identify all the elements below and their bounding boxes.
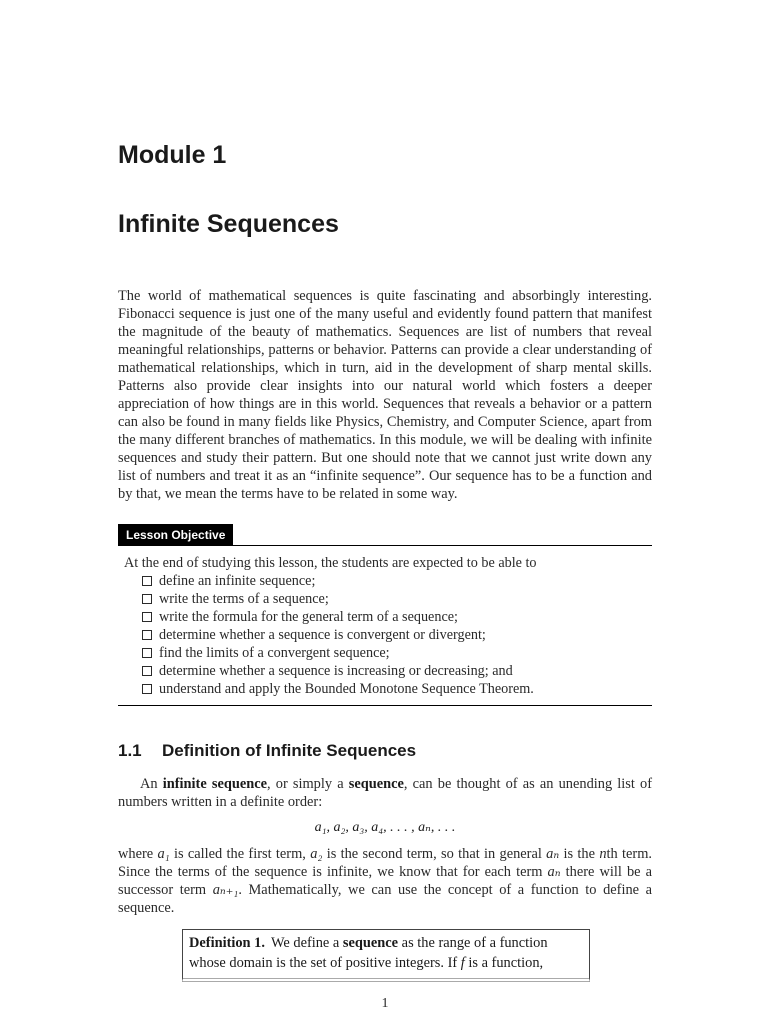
list-item-text: define an infinite sequence; [159,573,316,589]
checkbox-icon [142,684,152,694]
list-item [142,590,652,608]
module-label: Module 1 [118,141,227,169]
lesson-objective-label: Lesson Objective [118,524,233,546]
section-heading [118,740,416,762]
definition-label: Definition 1. [189,935,265,951]
checkbox-icon [142,576,152,586]
list-item-text: find the limits of a convergent sequence; [159,645,390,661]
text-span: , or simply a [267,776,349,792]
checkbox-icon [142,666,152,676]
text-span: is a function, [464,955,544,971]
section-number: 1.1 [118,741,142,760]
text-span: where [118,846,158,862]
checkbox-icon [142,594,152,604]
list-item [142,572,652,590]
term-sequence: sequence [348,776,404,792]
list-item [142,644,652,662]
math-symbol: a₁ [157,846,170,862]
divider [233,545,652,546]
list-item [142,680,652,698]
terms-paragraph [118,845,652,917]
checkbox-icon [142,648,152,658]
lesson-objective-header [118,524,652,546]
divider [118,705,652,706]
term-sequence: sequence [342,935,399,951]
math-symbol: aₙ [546,846,560,862]
list-item-text: determine whether a sequence is convergent or divergent; [159,627,486,643]
math-symbol: aₙ [547,864,561,880]
definition-box [182,929,590,982]
text-span: , can be thought of as an unending list of numbers written in a definite order: [118,776,653,810]
list-item-text: understand and apply the Bounded Monotone Sequence Theorem. [159,681,534,697]
math-symbol: n [599,846,607,862]
definition-paragraph [118,775,652,811]
list-item-text: write the formula for the general term of a sequence; [159,609,458,625]
math-symbol: a₂ [310,846,323,862]
lesson-objective-box [118,524,652,706]
text-span: An [140,776,163,792]
text-span: is the [559,846,600,862]
list-item-text: write the terms of a sequence; [159,591,329,607]
text-span: We define a [270,935,343,951]
display-equation: a₁, a₂, a₃, a₄, . . . , aₙ, . . . [314,820,456,835]
page-number: 1 [381,996,389,1011]
math-symbol: aₙ₊₁ [212,882,239,898]
math-symbol: f [460,955,465,971]
list-item [142,626,652,644]
chapter-title: Infinite Sequences [118,210,339,238]
checkbox-icon [142,612,152,622]
document-page [118,0,652,1024]
lesson-objective-body [118,546,652,698]
objective-list [124,572,652,698]
text-span: th term. Since the terms of the sequence is infinite, we know that for each term [118,846,652,880]
text-span: as the range of a function whose domain is the set of positive integers. If [189,935,548,971]
lesson-objective-intro: At the end of studying this lesson, the students are expected to be able to [124,555,537,571]
text-span: there will be a successor term [118,864,652,898]
list-item [142,662,652,680]
list-item [142,608,652,626]
intro-paragraph: The world of mathematical sequences is quite fascinating and absorbingly interesting. Fibonacci sequence is just one of the many useful and evidently found pattern that manifest the magnitude of the beauty of mathematics. Sequences are list of numbers that reveal meaningful relationships, patterns or behavior. Patterns can provide a clear understanding of mathematical relationships, which in turn, aid in the development of sharp mental skills. Patterns also provide clear insights into our natural world which fosters a deeper appreciation of how things are in this world. Sequences that reveals a behavior or a pattern can also be found in many fields like Physics, Chemistry, and Computer Science, apart from the many different branches of mathematics. In this module, we will be dealing with infinite sequences and study their pattern. But one should note that we cannot just write down any list of numbers and treat it as an “infinite sequence”. Our sequence has to be a function and by that, we mean the terms have to be related in some way. [118,288,652,502]
text-span: . Mathematically, we can use the concept of a function to define a sequence. [118,882,652,916]
text-span: is the second term, so that in general [322,846,547,862]
list-item-text: determine whether a sequence is increasing or decreasing; and [159,663,513,679]
checkbox-icon [142,630,152,640]
section-title: Definition of Infinite Sequences [162,741,417,760]
term-infinite-sequence: infinite sequence [162,776,268,792]
text-span: is called the first term, [169,846,311,862]
